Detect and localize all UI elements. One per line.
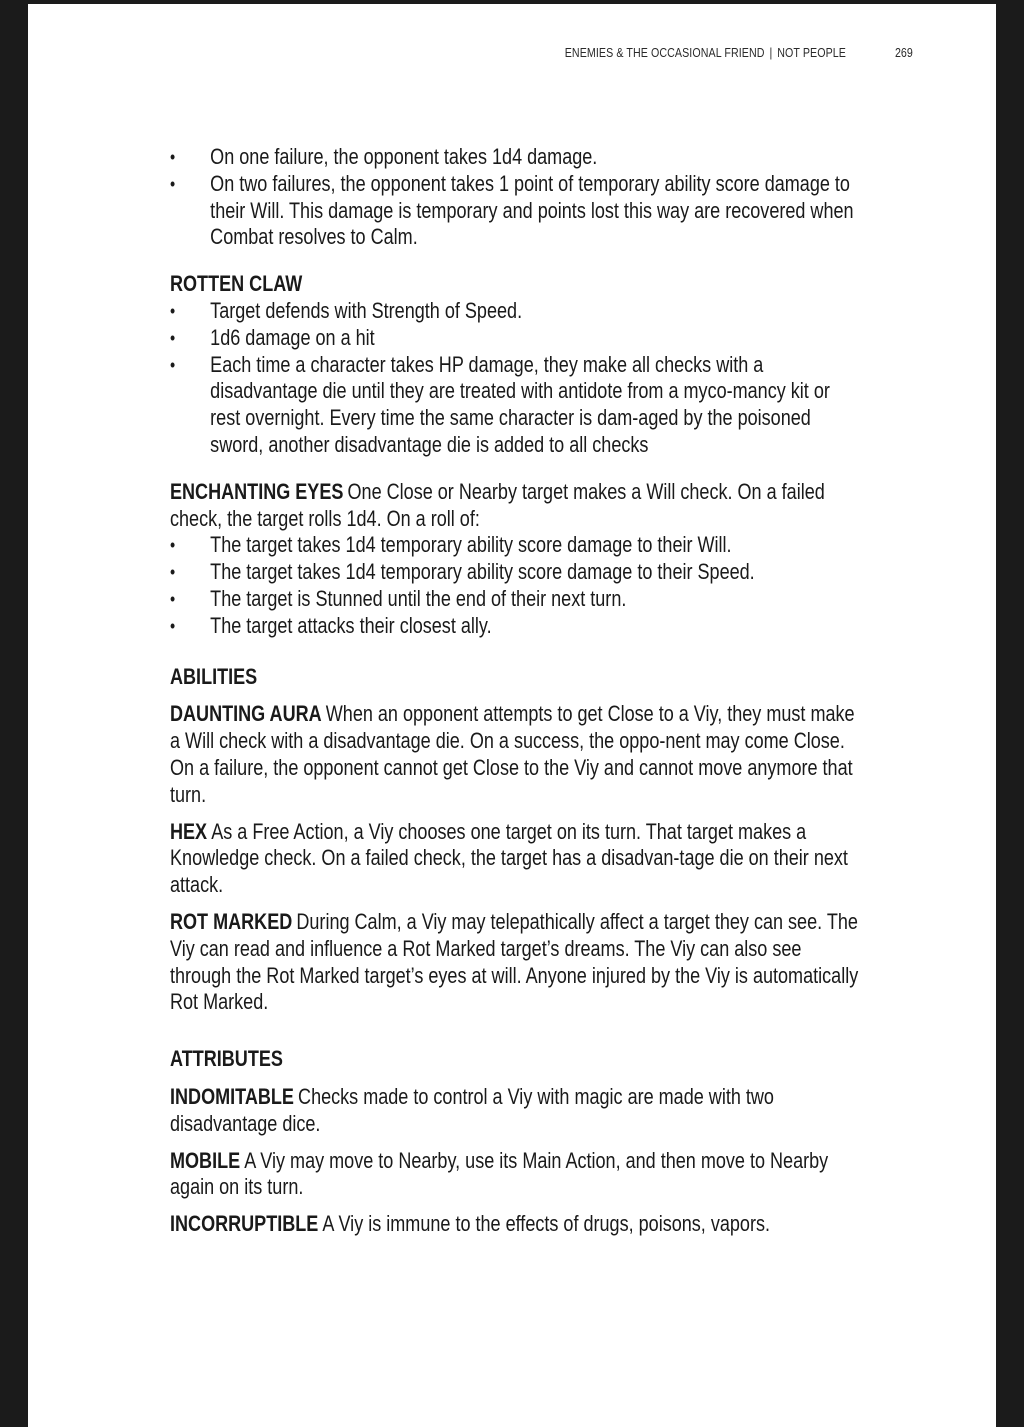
rot-marked-term: ROT MARKED — [170, 908, 293, 934]
rot-marked-entry — [170, 909, 859, 1016]
incorruptible-term: INCORRUPTIBLE — [170, 1211, 319, 1237]
running-header — [565, 45, 846, 60]
intro-bullet-list — [170, 144, 859, 251]
hex-text: As a Free Action, a Viy chooses one target on its turn. That target makes a Knowledge check. On a failed check, the target has a disadvan-tage die on their next attack. — [170, 818, 848, 898]
abilities-heading: ABILITIES — [170, 663, 258, 689]
rot-marked-text: During Calm, a Viy may telepathically affect a target they can see. The Viy can read and influence a Rot Marked target’s dreams. The Viy can also see through the Rot Marked target’s eyes at will. Anyone injured by the Viy is automatically Rot Marked. — [170, 908, 859, 1015]
page-number: 269 — [895, 45, 913, 60]
indomitable-entry — [170, 1084, 859, 1138]
mobile-term: MOBILE — [170, 1147, 241, 1173]
bullet-icon: • — [170, 535, 176, 556]
enchanting-eyes-term: ENCHANTING EYES — [170, 478, 344, 504]
page-body — [170, 144, 859, 1238]
bullet-icon: • — [170, 354, 176, 375]
daunting-aura-text: When an opponent attempts to get Close to a Viy, they must make a Will check with a disadvantage die. On a success, the oppo-nent may come Close. On a failure, the opponent cannot get Close to the Viy and cannot move anymore that turn. — [170, 701, 855, 807]
daunting-aura-term: DAUNTING AURA — [170, 701, 322, 727]
rotten-claw-bullet-list — [170, 298, 859, 459]
bullet-icon: • — [170, 327, 176, 348]
list-item: • The target takes 1d4 temporary ability score damage to their Speed. — [170, 559, 755, 585]
list-item: • On one failure, the opponent takes 1d4 damage. — [170, 144, 598, 169]
incorruptible-entry — [170, 1211, 859, 1238]
hex-term: HEX — [170, 818, 208, 844]
mobile-text: A Viy may move to Nearby, use its Main Action, and then move to Nearby again on its turn. — [170, 1147, 829, 1200]
incorruptible-text: A Viy is immune to the effects of drugs, poisons, vapors. — [322, 1211, 770, 1237]
list-item: • Each time a character takes HP damage, they make all checks with a disadvantage die until they are treated with antidote from a myco-mancy kit or rest overnight. Every time the same character is dam-aged by the poisoned sword, another disadvantage die is added to all checks — [170, 351, 830, 457]
list-item: • 1d6 damage on a hit — [170, 324, 375, 350]
enchanting-eyes-bullet-list — [170, 532, 859, 639]
list-item: • On two failures, the opponent takes 1 point of temporary ability score damage to their Will. This damage is temporary and points lost this way are recovered when Combat resolves to Calm. — [170, 170, 854, 250]
hex-entry — [170, 819, 859, 899]
list-item: • The target takes 1d4 temporary ability score damage to their Will. — [170, 532, 732, 558]
indomitable-term: INDOMITABLE — [170, 1083, 294, 1109]
enchanting-eyes-text: One Close or Nearby target makes a Will check. On a failed check, the target rolls 1d4. On a roll of: — [170, 478, 825, 531]
bullet-icon: • — [170, 615, 176, 636]
rotten-claw-heading: ROTTEN CLAW — [170, 271, 303, 297]
bullet-icon: • — [170, 173, 176, 194]
running-title-right: NOT PEOPLE — [777, 45, 846, 60]
daunting-aura-entry — [170, 701, 859, 808]
bullet-icon: • — [170, 147, 176, 167]
list-item: • The target attacks their closest ally. — [170, 612, 492, 638]
enchanting-eyes-entry — [170, 479, 859, 533]
list-item: • The target is Stunned until the end of their next turn. — [170, 585, 627, 611]
running-title-left: ENEMIES & THE OCCASIONAL FRIEND — [564, 45, 765, 60]
mobile-entry — [170, 1148, 859, 1202]
indomitable-text: Checks made to control a Viy with magic are made with two disadvantage dice. — [170, 1083, 774, 1136]
bullet-icon: • — [170, 562, 176, 583]
bullet-icon: • — [170, 300, 176, 321]
running-title-separator: | — [769, 45, 773, 60]
list-item: • Target defends with Strength of Speed. — [170, 297, 523, 323]
document-page — [28, 4, 996, 1427]
attributes-heading: ATTRIBUTES — [170, 1046, 283, 1072]
bullet-icon: • — [170, 588, 176, 609]
